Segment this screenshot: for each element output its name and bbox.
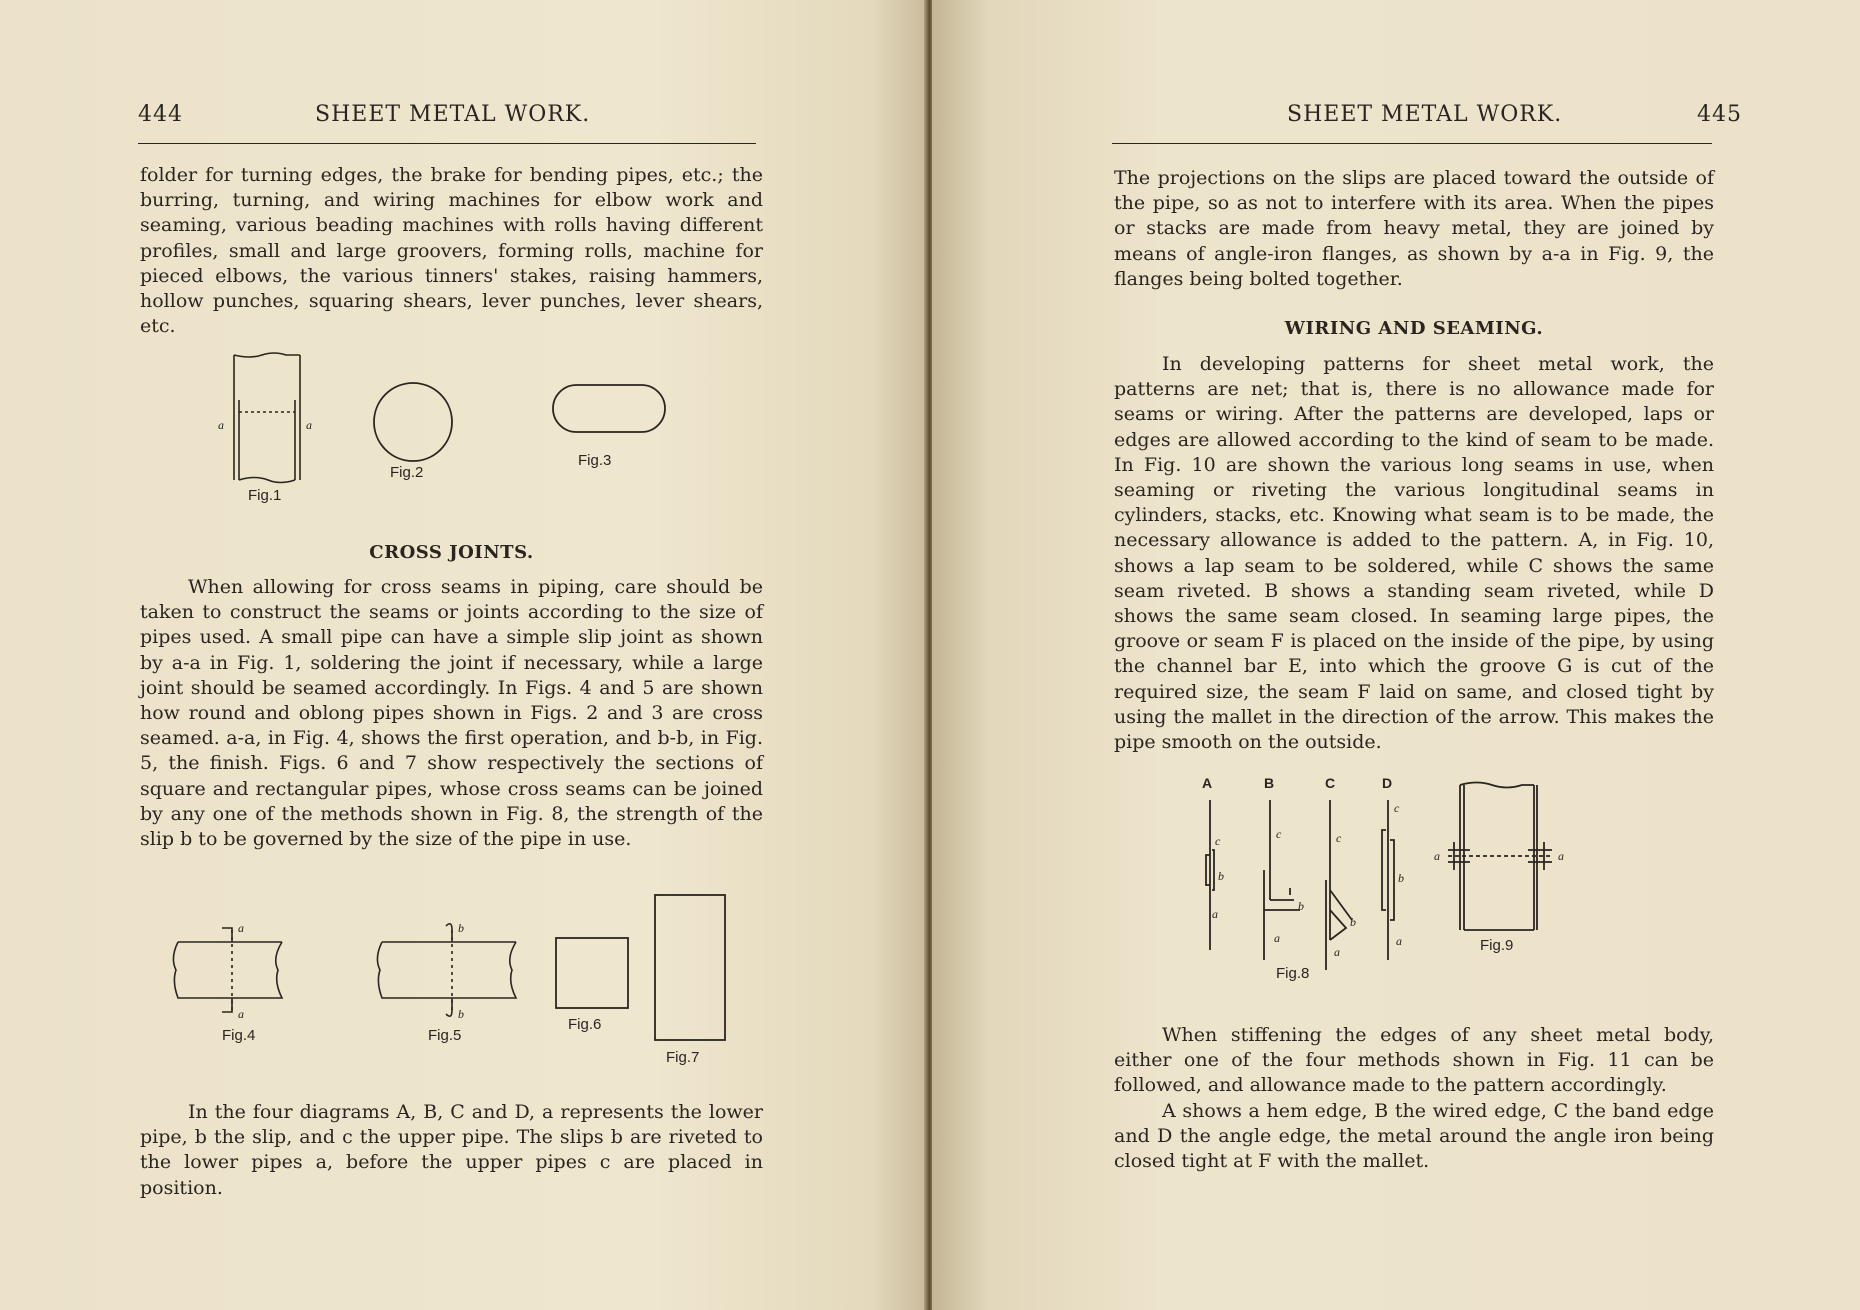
fig3-label: Fig.3 (578, 452, 612, 469)
fig8-B-a: a (1274, 931, 1280, 945)
fig1-slip-joint-diagram (234, 353, 300, 483)
fig8-col-D: D (1382, 775, 1393, 791)
fig4-a-bottom: a (238, 1007, 244, 1021)
fig8-C-a: a (1334, 945, 1340, 959)
fig2-round-pipe-section (374, 383, 452, 461)
fig8-B-c: c (1276, 827, 1282, 841)
fig9-a-right: a (1558, 849, 1564, 863)
fig9-a-left: a (1434, 849, 1440, 863)
figures-8-9 (1202, 770, 1562, 985)
figures-4-5-6-7 (170, 890, 740, 1075)
left-page-number: 444 (138, 102, 183, 127)
fig8-A-a: a (1212, 907, 1218, 921)
fig5-b-top: b (458, 921, 464, 935)
figures-1-2-3 (210, 345, 690, 510)
fig3-oblong-pipe-section (553, 385, 665, 432)
fig7-rectangular-pipe-section (655, 895, 725, 1040)
left-paragraph-cross-joints: When allowing for cross seams in piping, care should be taken to construct the seams or joints according to the size of pipes used. A small pipe can have a simple slip joint as shown by a-a in Fig. 1, soldering the joint if necessary, while a large joint should be seamed accordingly. In Figs. 4 and 5 are shown how round and oblong pipes shown in Figs. 2 and 3 are cross seamed. a-a, in Fig. 4, shows the first operation, and b-b, in Fig. 5, the finish. Figs. 6 and 7 show respectively the sections of square and rectangular pipes, whose cross seams can be joined by any one of the methods shown in Fig. 8, the strength of the slip b to be governed by the size of the pipe in use. (140, 576, 763, 851)
fig7-label: Fig.7 (666, 1049, 700, 1066)
fig8-D-c: c (1394, 801, 1400, 815)
left-paragraph-four-diagrams: In the four diagrams A, B, C and D, a represents the lower pipe, b the slip, and c the upper pipe. The slips b are riveted to the lower pipes a, before the upper pipes c are placed in position. (140, 1101, 763, 1199)
left-head-rule (138, 143, 756, 144)
fig8-col-C: C (1325, 775, 1336, 791)
fig5-b-bottom: b (458, 1007, 464, 1021)
fig8-D-a: a (1396, 934, 1402, 948)
fig5-label: Fig.5 (428, 1027, 462, 1044)
fig5-oblong-cross-seam-diagram (377, 924, 516, 1017)
fig8-A-c: c (1215, 834, 1221, 848)
left-paragraph-intro: folder for turning edges, the brake for bending pipes, etc.; the burring, turning, and wiring machines for elbow work and seaming, various beading machines with rolls having different profiles, small and large groovers, forming rolls, machine for pieced elbows, the various tinners' stakes, raising hammers, hollow punches, squaring shears, lever punches, lever shears, etc. (140, 164, 763, 338)
fig4-label: Fig.4 (222, 1027, 256, 1044)
left-running-head: SHEET METAL WORK. (315, 102, 591, 127)
right-paragraph-wiring: In developing patterns for sheet metal work, the patterns are net; that is, there is no allowance made for seams or wiring. After the patterns are developed, laps or edges are allowed according to the kind of seam to be made. In Fig. 10 are shown the various long seams in use, when seaming or riveting the various longitudinal seams in cylinders, stacks, etc. Knowing what seam is to be made, the necessary allowance is added to the pattern. A, in Fig. 10, shows a lap seam to be soldered, while C shows the same seam riveted. B shows a standing seam riveted, while D shows the same seam closed. In seaming large pipes, the groove or seam F is placed on the inside of the pipe, by using the channel bar E, into which the groove G is cut of the required size, the seam F laid on same, and closed tight by using the mallet in the direction of the arrow. This makes the pipe smooth on the outside. (1114, 353, 1714, 754)
left-page (0, 0, 928, 1310)
fig1-label: Fig.1 (248, 487, 282, 504)
fig4-round-cross-seam-diagram (173, 928, 282, 1012)
fig8-label: Fig.8 (1276, 965, 1310, 982)
fig8-C-b: b (1350, 915, 1356, 929)
right-section-heading: WIRING AND SEAMING. (1284, 318, 1544, 339)
fig2-label: Fig.2 (390, 464, 424, 481)
fig8-seam-diagrams (1206, 800, 1394, 970)
fig1-a-right: a (306, 418, 312, 432)
right-paragraph-stiffening: When stiffening the edges of any sheet metal body, either one of the four methods shown in Fig. 11 can be followed, and allowance made to the pattern accordingly. (1114, 1024, 1714, 1097)
fig4-a-top: a (238, 921, 244, 935)
right-paragraph-projections: The projections on the slips are placed toward the outside of the pipe, so as not to interfere with its area. When the pipes or stacks are made from heavy metal, they are joined by means of angle-iron flanges, as shown by a-a in Fig. 9, the flanges being bolted together. (1114, 167, 1714, 290)
fig8-B-b: b (1298, 899, 1304, 913)
fig8-col-A: A (1202, 775, 1213, 791)
left-section-heading: CROSS JOINTS. (369, 542, 534, 563)
fig8-col-B: B (1264, 775, 1275, 791)
fig9-label: Fig.9 (1480, 937, 1514, 954)
fig1-a-left: a (218, 418, 224, 432)
right-paragraph-edges: A shows a hem edge, B the wired edge, C the band edge and D the angle edge, the metal around the angle iron being closed tight at F with the mallet. (1114, 1100, 1714, 1173)
fig8-A-b: b (1218, 869, 1224, 883)
right-page (932, 0, 1860, 1310)
fig6-label: Fig.6 (568, 1016, 602, 1033)
fig8-D-b: b (1398, 871, 1404, 885)
fig8-C-c: c (1336, 831, 1342, 845)
right-running-head: SHEET METAL WORK. (1287, 102, 1563, 127)
fig6-square-pipe-section (556, 938, 628, 1008)
right-page-number: 445 (1697, 102, 1742, 127)
fig9-angle-iron-flange-diagram (1448, 783, 1552, 931)
right-head-rule (1112, 143, 1712, 144)
